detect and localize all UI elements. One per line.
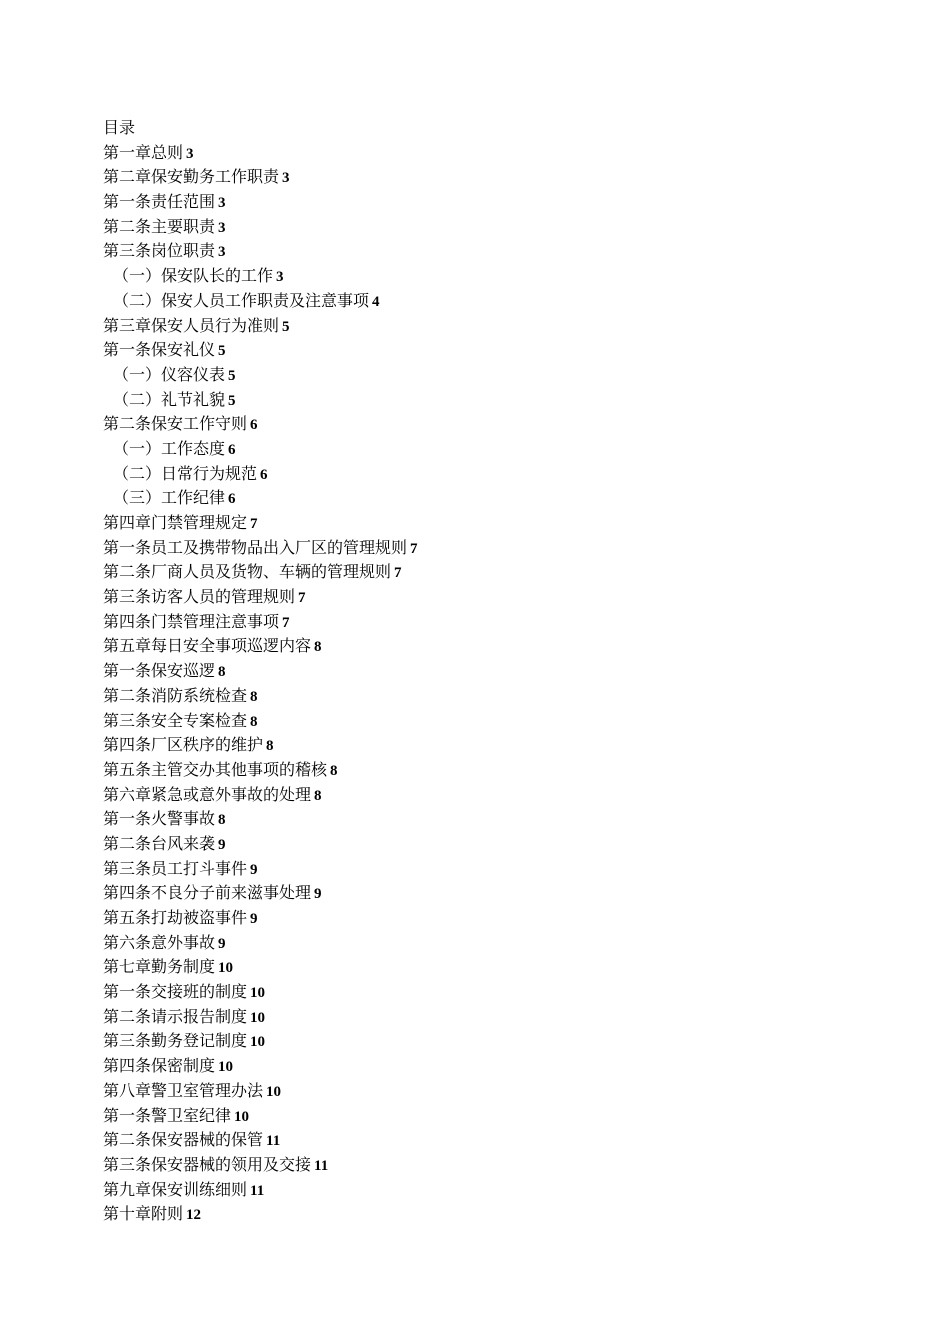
toc-entry-page-number: 11: [314, 1157, 329, 1174]
toc-entry-page-number: 8: [314, 639, 322, 656]
toc-entry[interactable]: [103, 141, 883, 166]
toc-entry-page-number: 3: [218, 219, 226, 236]
toc-entry-title: 第一条保安巡逻: [103, 661, 216, 681]
toc-entry-page-number: 4: [372, 293, 380, 310]
toc-entry-page-number: 10: [250, 1034, 266, 1051]
toc-entry-page-number: 3: [218, 195, 226, 212]
toc-entry[interactable]: [103, 1079, 883, 1104]
toc-entry[interactable]: [103, 980, 883, 1005]
toc-entry[interactable]: [103, 314, 883, 339]
toc-entry[interactable]: [103, 239, 883, 264]
toc-entry-title: （二）礼节礼貌: [113, 389, 226, 409]
toc-entry[interactable]: [103, 733, 883, 758]
toc-entry-page-number: 10: [218, 1059, 234, 1076]
toc-entry-page-number: 11: [250, 1182, 265, 1199]
toc-entry-page-number: 8: [330, 762, 338, 779]
toc-entry-title: 第四条厂区秩序的维护: [103, 735, 264, 755]
table-of-contents: [103, 116, 883, 1227]
toc-entry-title: 第六章紧急或意外事故的处理: [103, 784, 312, 804]
toc-entry-page-number: 6: [260, 466, 268, 483]
toc-entry[interactable]: [103, 536, 883, 561]
toc-entry-page-number: 8: [218, 664, 226, 681]
toc-entry-title: 第四条不良分子前来滋事处理: [103, 883, 312, 903]
toc-entry[interactable]: [103, 783, 883, 808]
toc-entry-title: 第三条保安器械的领用及交接: [103, 1154, 312, 1174]
toc-entry[interactable]: [103, 585, 883, 610]
toc-entry[interactable]: [103, 264, 883, 289]
toc-entry[interactable]: [103, 190, 883, 215]
toc-entry-page-number: 9: [218, 935, 226, 952]
toc-entry[interactable]: [103, 684, 883, 709]
toc-entry-title: 第六条意外事故: [103, 932, 216, 952]
toc-entry[interactable]: [103, 511, 883, 536]
toc-entry-title: 第二条消防系统检查: [103, 685, 248, 705]
toc-entry-title: （一）保安队长的工作: [113, 266, 274, 286]
toc-entry[interactable]: [103, 906, 883, 931]
toc-entry[interactable]: [103, 560, 883, 585]
toc-entry-title: 第五条打劫被盗事件: [103, 908, 248, 927]
toc-entry-title: 第一条警卫室纪律: [103, 1105, 232, 1125]
toc-entry[interactable]: [103, 215, 883, 240]
toc-entry-title: 第五条主管交办其他事项的稽核: [103, 759, 328, 779]
toc-entry-title: 第二条保安工作守则: [103, 414, 248, 434]
toc-entry-page-number: 5: [228, 367, 236, 384]
toc-entry-title: 第九章保安训练细则: [103, 1179, 248, 1199]
toc-entry-page-number: 10: [250, 985, 266, 1002]
toc-entry[interactable]: [103, 807, 883, 832]
toc-entry[interactable]: [103, 881, 883, 906]
toc-entry-title: 第一条员工及携带物品出入厂区的管理规则: [103, 537, 408, 557]
toc-entry-title: （一）仪容仪表: [113, 364, 226, 384]
toc-entry[interactable]: [103, 363, 883, 388]
toc-entry-page-number: 5: [282, 318, 290, 335]
toc-heading: 目录: [103, 118, 136, 137]
toc-entry-page-number: 10: [250, 1009, 266, 1026]
toc-entry-title: 第二条厂商人员及货物、车辆的管理规则: [103, 562, 392, 582]
toc-entry[interactable]: [103, 758, 883, 783]
toc-entry-page-number: 5: [218, 343, 226, 360]
toc-entry[interactable]: [103, 1054, 883, 1079]
toc-entry-page-number: 6: [250, 417, 258, 434]
toc-entry-title: 第一条保安礼仪: [103, 340, 216, 360]
toc-entry[interactable]: [103, 165, 883, 190]
toc-entry[interactable]: [103, 338, 883, 363]
toc-entry-title: （三）工作纪律: [113, 488, 226, 508]
toc-entry-page-number: 3: [186, 145, 194, 162]
toc-entry[interactable]: [103, 709, 883, 734]
toc-entry[interactable]: [103, 289, 883, 314]
toc-entry-page-number: 7: [298, 590, 306, 607]
toc-entry[interactable]: [103, 634, 883, 659]
toc-entry[interactable]: [103, 1005, 883, 1030]
toc-entry[interactable]: [103, 931, 883, 956]
toc-entry-page-number: 12: [186, 1207, 202, 1224]
toc-entry-title: 第八章警卫室管理办法: [103, 1080, 264, 1100]
toc-entry-title: （一）工作态度: [113, 438, 226, 458]
toc-entry[interactable]: [103, 437, 883, 462]
toc-entry[interactable]: [103, 486, 883, 511]
toc-entry-page-number: 10: [218, 960, 234, 977]
toc-entry-title: 第二条保安器械的保管: [103, 1130, 264, 1150]
toc-entry-page-number: 8: [218, 812, 226, 829]
toc-entry-page-number: 3: [218, 244, 226, 261]
toc-entry[interactable]: [103, 610, 883, 635]
toc-entry[interactable]: [103, 462, 883, 487]
toc-entry-title: 第二章保安勤务工作职责: [103, 167, 280, 187]
toc-entry-title: 第三条勤务登记制度: [103, 1031, 248, 1051]
toc-entry-title: 第三条员工打斗事件: [103, 858, 248, 878]
toc-entry-title: 第七章勤务制度: [103, 957, 216, 977]
toc-entry[interactable]: [103, 1202, 883, 1227]
toc-entry-page-number: 10: [234, 1108, 250, 1125]
toc-entry-title: 第二条主要职责: [103, 216, 216, 236]
toc-entry-title: 第一条责任范围: [103, 192, 216, 212]
toc-list: [103, 141, 883, 1227]
toc-entry[interactable]: [103, 1128, 883, 1153]
toc-entry[interactable]: [103, 1153, 883, 1178]
toc-entry-title: 第一章总则: [103, 142, 184, 162]
toc-entry-page-number: 3: [276, 269, 284, 286]
toc-entry-title: 第三条访客人员的管理规则: [103, 587, 296, 607]
toc-entry-title: 第三章保安人员行为准则: [103, 315, 280, 335]
toc-entry-title: 第二条台风来袭: [103, 833, 216, 853]
toc-entry-title: 第四条保密制度: [103, 1056, 216, 1076]
toc-entry-page-number: 9: [218, 836, 226, 853]
toc-entry-title: （二）日常行为规范: [113, 463, 258, 483]
toc-entry-page-number: 7: [394, 565, 402, 582]
toc-entry-title: 第五章每日安全事项巡逻内容: [103, 636, 312, 656]
toc-entry[interactable]: [103, 857, 883, 882]
toc-entry[interactable]: [103, 1029, 883, 1054]
toc-entry[interactable]: [103, 955, 883, 980]
toc-entry-page-number: 10: [266, 1083, 282, 1100]
toc-entry-title: （二）保安人员工作职责及注意事项: [113, 290, 370, 310]
toc-entry-title: 第十章附则: [103, 1204, 184, 1224]
toc-entry-page-number: 11: [266, 1133, 281, 1150]
toc-entry[interactable]: [103, 1104, 883, 1129]
toc-entry-page-number: 8: [314, 787, 322, 804]
toc-entry[interactable]: [103, 388, 883, 413]
toc-entry-page-number: 6: [228, 491, 236, 508]
toc-entry-title: 第二条请示报告制度: [103, 1006, 248, 1026]
toc-entry-title: 第三条岗位职责: [103, 241, 216, 261]
toc-entry-page-number: 8: [266, 738, 274, 755]
toc-entry[interactable]: [103, 1178, 883, 1203]
toc-entry-title: 第四章门禁管理规定: [103, 513, 248, 532]
toc-entry-page-number: 8: [250, 713, 258, 730]
toc-entry[interactable]: [103, 659, 883, 684]
toc-entry-title: 第一条交接班的制度: [103, 982, 248, 1002]
toc-entry[interactable]: [103, 412, 883, 437]
toc-entry-title: 第三条安全专案检查: [103, 710, 248, 730]
toc-entry-page-number: 9: [250, 911, 258, 927]
toc-entry-page-number: 5: [228, 392, 236, 409]
toc-entry-title: 第一条火警事故: [103, 809, 216, 829]
toc-entry-page-number: 8: [250, 688, 258, 705]
toc-entry-page-number: 9: [314, 886, 322, 903]
toc-entry-page-number: 6: [228, 441, 236, 458]
toc-entry-page-number: 7: [282, 614, 290, 631]
toc-entry-page-number: 7: [250, 516, 258, 532]
toc-entry-page-number: 7: [410, 540, 418, 557]
toc-entry-page-number: 3: [282, 170, 290, 187]
toc-entry-page-number: 9: [250, 861, 258, 878]
toc-entry[interactable]: [103, 832, 883, 857]
toc-entry-title: 第四条门禁管理注意事项: [103, 611, 280, 631]
